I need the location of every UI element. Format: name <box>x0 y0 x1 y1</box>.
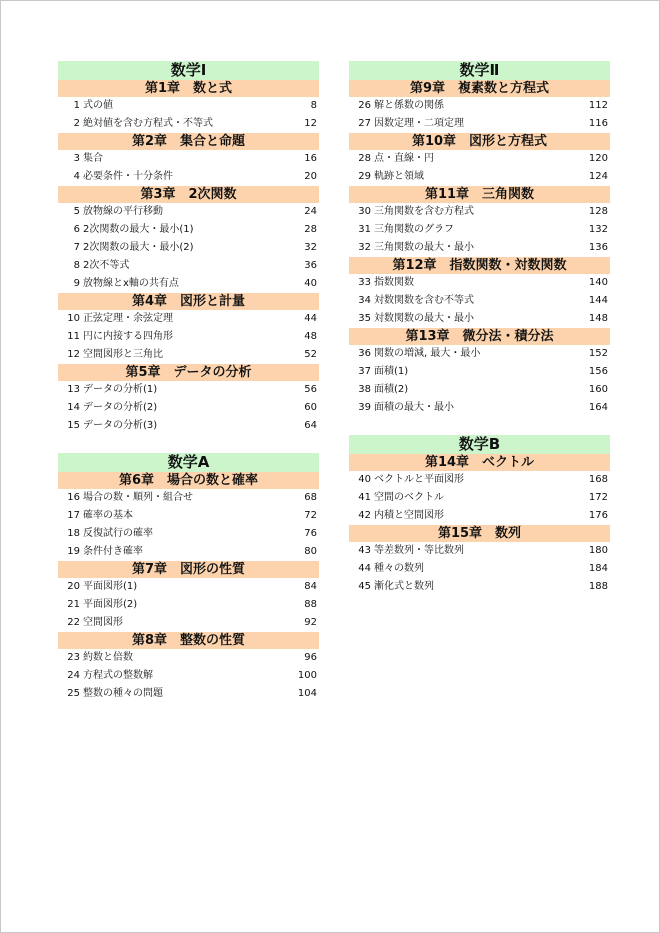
entry-title: 条件付き確率 <box>83 546 143 557</box>
entry-number: 20 <box>67 581 80 592</box>
entry-title: 軌跡と領域 <box>374 171 424 182</box>
chapter-heading: 第4章 図形と計量 <box>58 293 319 310</box>
entry-page-number: 52 <box>304 349 317 360</box>
toc-entry[interactable] <box>58 596 319 614</box>
entry-page-number: 60 <box>304 402 317 413</box>
toc-entry[interactable] <box>58 275 319 293</box>
toc-entry[interactable] <box>58 417 319 435</box>
entry-number: 1 <box>73 100 80 111</box>
entry-page-number: 72 <box>304 510 317 521</box>
entry-title: 面積(2) <box>374 384 409 395</box>
entry-page-number: 32 <box>304 242 317 253</box>
entry-number: 25 <box>67 688 80 699</box>
toc-entry[interactable] <box>349 168 610 186</box>
toc-entry[interactable] <box>349 489 610 507</box>
entry-title: 絶対値を含む方程式・不等式 <box>83 118 213 129</box>
entry-page-number: 36 <box>304 260 317 271</box>
entry-page-number: 116 <box>588 118 608 129</box>
entry-number: 7 <box>73 242 80 253</box>
entry-title: 空間のベクトル <box>374 492 444 503</box>
entry-title: 三角関数のグラフ <box>374 224 454 235</box>
toc-entry[interactable] <box>349 97 610 115</box>
entry-page-number: 64 <box>304 420 317 431</box>
toc-entry[interactable] <box>349 310 610 328</box>
toc-entry[interactable] <box>58 543 319 561</box>
toc-entry[interactable] <box>349 203 610 221</box>
toc-entry[interactable] <box>58 614 319 632</box>
toc-entry[interactable] <box>58 346 319 364</box>
entry-page-number: 76 <box>304 528 317 539</box>
entry-title: 三角関数の最大・最小 <box>374 242 474 253</box>
toc-entry[interactable] <box>58 685 319 703</box>
entry-number: 3 <box>73 153 80 164</box>
toc-entry[interactable] <box>58 310 319 328</box>
entry-number: 36 <box>358 348 371 359</box>
entry-title: 集合 <box>83 153 103 164</box>
entry-title: データの分析(2) <box>83 402 158 413</box>
entry-number: 40 <box>358 474 371 485</box>
entry-title: 面積の最大・最小 <box>374 402 454 413</box>
entry-title: 指数関数 <box>374 277 414 288</box>
entry-page-number: 56 <box>304 384 317 395</box>
entry-number: 19 <box>67 546 80 557</box>
entry-title: 解と係数の関係 <box>374 100 444 111</box>
subject-heading: 数学B <box>349 435 610 454</box>
toc-entry[interactable] <box>58 239 319 257</box>
entry-number: 22 <box>67 617 80 628</box>
entry-title: 種々の数列 <box>374 563 424 574</box>
entry-title: 放物線の平行移動 <box>83 206 163 217</box>
entry-number: 29 <box>358 171 371 182</box>
entry-page-number: 188 <box>588 581 608 592</box>
entry-page-number: 176 <box>588 510 608 521</box>
entry-number: 26 <box>358 100 371 111</box>
chapter-heading: 第15章 数列 <box>349 525 610 542</box>
entry-number: 31 <box>358 224 371 235</box>
subject-heading: 数学A <box>58 453 319 472</box>
toc-entry[interactable] <box>58 489 319 507</box>
toc-entry[interactable] <box>349 292 610 310</box>
chapter-heading: 第7章 図形の性質 <box>58 561 319 578</box>
toc-entry[interactable] <box>58 578 319 596</box>
entry-title: 平面図形(2) <box>83 599 138 610</box>
entry-number: 5 <box>73 206 80 217</box>
entry-page-number: 136 <box>588 242 608 253</box>
entry-title: 対数関数の最大・最小 <box>374 313 474 324</box>
entry-page-number: 68 <box>304 492 317 503</box>
entry-number: 13 <box>67 384 80 395</box>
entry-number: 21 <box>67 599 80 610</box>
entry-title: 円に内接する四角形 <box>83 331 173 342</box>
toc-entry[interactable] <box>349 381 610 399</box>
entry-page-number: 160 <box>588 384 608 395</box>
entry-number: 41 <box>358 492 371 503</box>
toc-entry[interactable] <box>349 345 610 363</box>
entry-title: 約数と倍数 <box>83 652 133 663</box>
entry-page-number: 180 <box>588 545 608 556</box>
entry-number: 24 <box>67 670 80 681</box>
chapter-heading: 第11章 三角関数 <box>349 186 610 203</box>
entry-number: 42 <box>358 510 371 521</box>
entry-number: 43 <box>358 545 371 556</box>
entry-title: 関数の増減, 最大・最小 <box>374 348 481 359</box>
entry-page-number: 132 <box>588 224 608 235</box>
entry-title: 等差数列・等比数列 <box>374 545 464 556</box>
entry-title: 2次関数の最大・最小(1) <box>83 224 194 235</box>
entry-page-number: 140 <box>588 277 608 288</box>
entry-title: 因数定理・二項定理 <box>374 118 464 129</box>
entry-number: 44 <box>358 563 371 574</box>
entry-number: 11 <box>67 331 80 342</box>
entry-title: 方程式の整数解 <box>83 670 153 681</box>
toc-entry[interactable] <box>58 203 319 221</box>
entry-number: 39 <box>358 402 371 413</box>
toc-entry[interactable] <box>349 399 610 417</box>
entry-page-number: 164 <box>588 402 608 413</box>
entry-number: 12 <box>67 349 80 360</box>
toc-entry[interactable] <box>58 399 319 417</box>
entry-title: 三角関数を含む方程式 <box>374 206 474 217</box>
subject-heading: 数学Ⅱ <box>349 61 610 80</box>
entry-page-number: 120 <box>588 153 608 164</box>
chapter-heading: 第6章 場合の数と確率 <box>58 472 319 489</box>
entry-number: 4 <box>73 171 80 182</box>
toc-entry[interactable] <box>349 363 610 381</box>
entry-title: 点・直線・円 <box>374 153 434 164</box>
entry-number: 33 <box>358 277 371 288</box>
toc-entry[interactable] <box>349 507 610 525</box>
chapter-heading: 第3章 2次関数 <box>58 186 319 203</box>
chapter-heading: 第2章 集合と命題 <box>58 133 319 150</box>
entry-page-number: 96 <box>304 652 317 663</box>
toc-entry[interactable] <box>58 381 319 399</box>
entry-number: 10 <box>67 313 80 324</box>
toc-entry[interactable] <box>58 667 319 685</box>
entry-title: 空間図形と三角比 <box>83 349 163 360</box>
entry-title: データの分析(1) <box>83 384 158 395</box>
entry-page-number: 104 <box>297 688 317 699</box>
chapter-heading: 第9章 複素数と方程式 <box>349 80 610 97</box>
entry-title: 確率の基本 <box>83 510 133 521</box>
entry-title: 式の値 <box>83 100 113 111</box>
toc-entry[interactable] <box>58 150 319 168</box>
entry-page-number: 156 <box>588 366 608 377</box>
entry-page-number: 28 <box>304 224 317 235</box>
entry-page-number: 44 <box>304 313 317 324</box>
entry-number: 38 <box>358 384 371 395</box>
left-column <box>58 61 319 703</box>
entry-number: 23 <box>67 652 80 663</box>
toc-entry[interactable] <box>58 115 319 133</box>
entry-number: 6 <box>73 224 80 235</box>
toc-entry[interactable] <box>349 274 610 292</box>
entry-page-number: 128 <box>588 206 608 217</box>
entry-number: 28 <box>358 153 371 164</box>
toc-entry[interactable] <box>58 507 319 525</box>
entry-page-number: 112 <box>588 100 608 111</box>
entry-number: 27 <box>358 118 371 129</box>
entry-title: 必要条件・十分条件 <box>83 171 173 182</box>
toc-entry[interactable] <box>58 168 319 186</box>
chapter-heading: 第8章 整数の性質 <box>58 632 319 649</box>
entry-page-number: 124 <box>588 171 608 182</box>
entry-page-number: 24 <box>304 206 317 217</box>
entry-title: 2次不等式 <box>83 260 130 271</box>
toc-entry[interactable] <box>349 471 610 489</box>
chapter-heading: 第12章 指数関数・対数関数 <box>349 257 610 274</box>
entry-page-number: 40 <box>304 278 317 289</box>
toc-entry[interactable] <box>349 542 610 560</box>
entry-title: 空間図形 <box>83 617 123 628</box>
entry-page-number: 148 <box>588 313 608 324</box>
entry-number: 34 <box>358 295 371 306</box>
entry-number: 9 <box>73 278 80 289</box>
entry-page-number: 184 <box>588 563 608 574</box>
entry-page-number: 12 <box>304 118 317 129</box>
entry-number: 35 <box>358 313 371 324</box>
entry-number: 32 <box>358 242 371 253</box>
toc-entry[interactable] <box>58 97 319 115</box>
subject-heading: 数学Ⅰ <box>58 61 319 80</box>
entry-title: 正弦定理・余弦定理 <box>83 313 173 324</box>
chapter-heading: 第10章 図形と方程式 <box>349 133 610 150</box>
chapter-heading: 第13章 微分法・積分法 <box>349 328 610 345</box>
section-gap <box>349 417 610 435</box>
chapter-heading: 第1章 数と式 <box>58 80 319 97</box>
right-column <box>349 61 610 596</box>
entry-page-number: 20 <box>304 171 317 182</box>
toc-entry[interactable] <box>349 115 610 133</box>
entry-number: 18 <box>67 528 80 539</box>
entry-title: データの分析(3) <box>83 420 158 431</box>
entry-title: 平面図形(1) <box>83 581 138 592</box>
toc-entry[interactable] <box>349 578 610 596</box>
toc-entry[interactable] <box>58 649 319 667</box>
entry-title: 面積(1) <box>374 366 409 377</box>
entry-title: 場合の数・順列・組合せ <box>83 492 193 503</box>
toc-entry[interactable] <box>349 560 610 578</box>
entry-page-number: 88 <box>304 599 317 610</box>
entry-number: 8 <box>73 260 80 271</box>
entry-page-number: 8 <box>310 100 317 111</box>
chapter-heading: 第5章 データの分析 <box>58 364 319 381</box>
entry-title: 2次関数の最大・最小(2) <box>83 242 194 253</box>
entry-title: 漸化式と数列 <box>374 581 434 592</box>
entry-page-number: 168 <box>588 474 608 485</box>
entry-number: 16 <box>67 492 80 503</box>
entry-number: 15 <box>67 420 80 431</box>
entry-title: 内積と空間図形 <box>374 510 444 521</box>
toc-entry[interactable] <box>349 239 610 257</box>
entry-title: ベクトルと平面図形 <box>374 474 464 485</box>
entry-page-number: 48 <box>304 331 317 342</box>
toc-entry[interactable] <box>58 525 319 543</box>
entry-page-number: 16 <box>304 153 317 164</box>
entry-number: 45 <box>358 581 371 592</box>
toc-entry[interactable] <box>58 257 319 275</box>
entry-page-number: 84 <box>304 581 317 592</box>
entry-number: 2 <box>73 118 80 129</box>
entry-page-number: 100 <box>297 670 317 681</box>
chapter-heading: 第14章 ベクトル <box>349 454 610 471</box>
section-gap <box>58 435 319 453</box>
toc-entry[interactable] <box>58 221 319 239</box>
entry-number: 14 <box>67 402 80 413</box>
toc-entry[interactable] <box>349 221 610 239</box>
entry-page-number: 92 <box>304 617 317 628</box>
entry-page-number: 172 <box>588 492 608 503</box>
entry-number: 30 <box>358 206 371 217</box>
entry-title: 放物線とx軸の共有点 <box>83 278 179 289</box>
entry-number: 17 <box>67 510 80 521</box>
entry-title: 反復試行の確率 <box>83 528 153 539</box>
toc-entry[interactable] <box>349 150 610 168</box>
entry-title: 対数関数を含む不等式 <box>374 295 474 306</box>
entry-number: 37 <box>358 366 371 377</box>
entry-page-number: 144 <box>588 295 608 306</box>
entry-page-number: 152 <box>588 348 608 359</box>
entry-page-number: 80 <box>304 546 317 557</box>
toc-entry[interactable] <box>58 328 319 346</box>
entry-title: 整数の種々の問題 <box>83 688 163 699</box>
